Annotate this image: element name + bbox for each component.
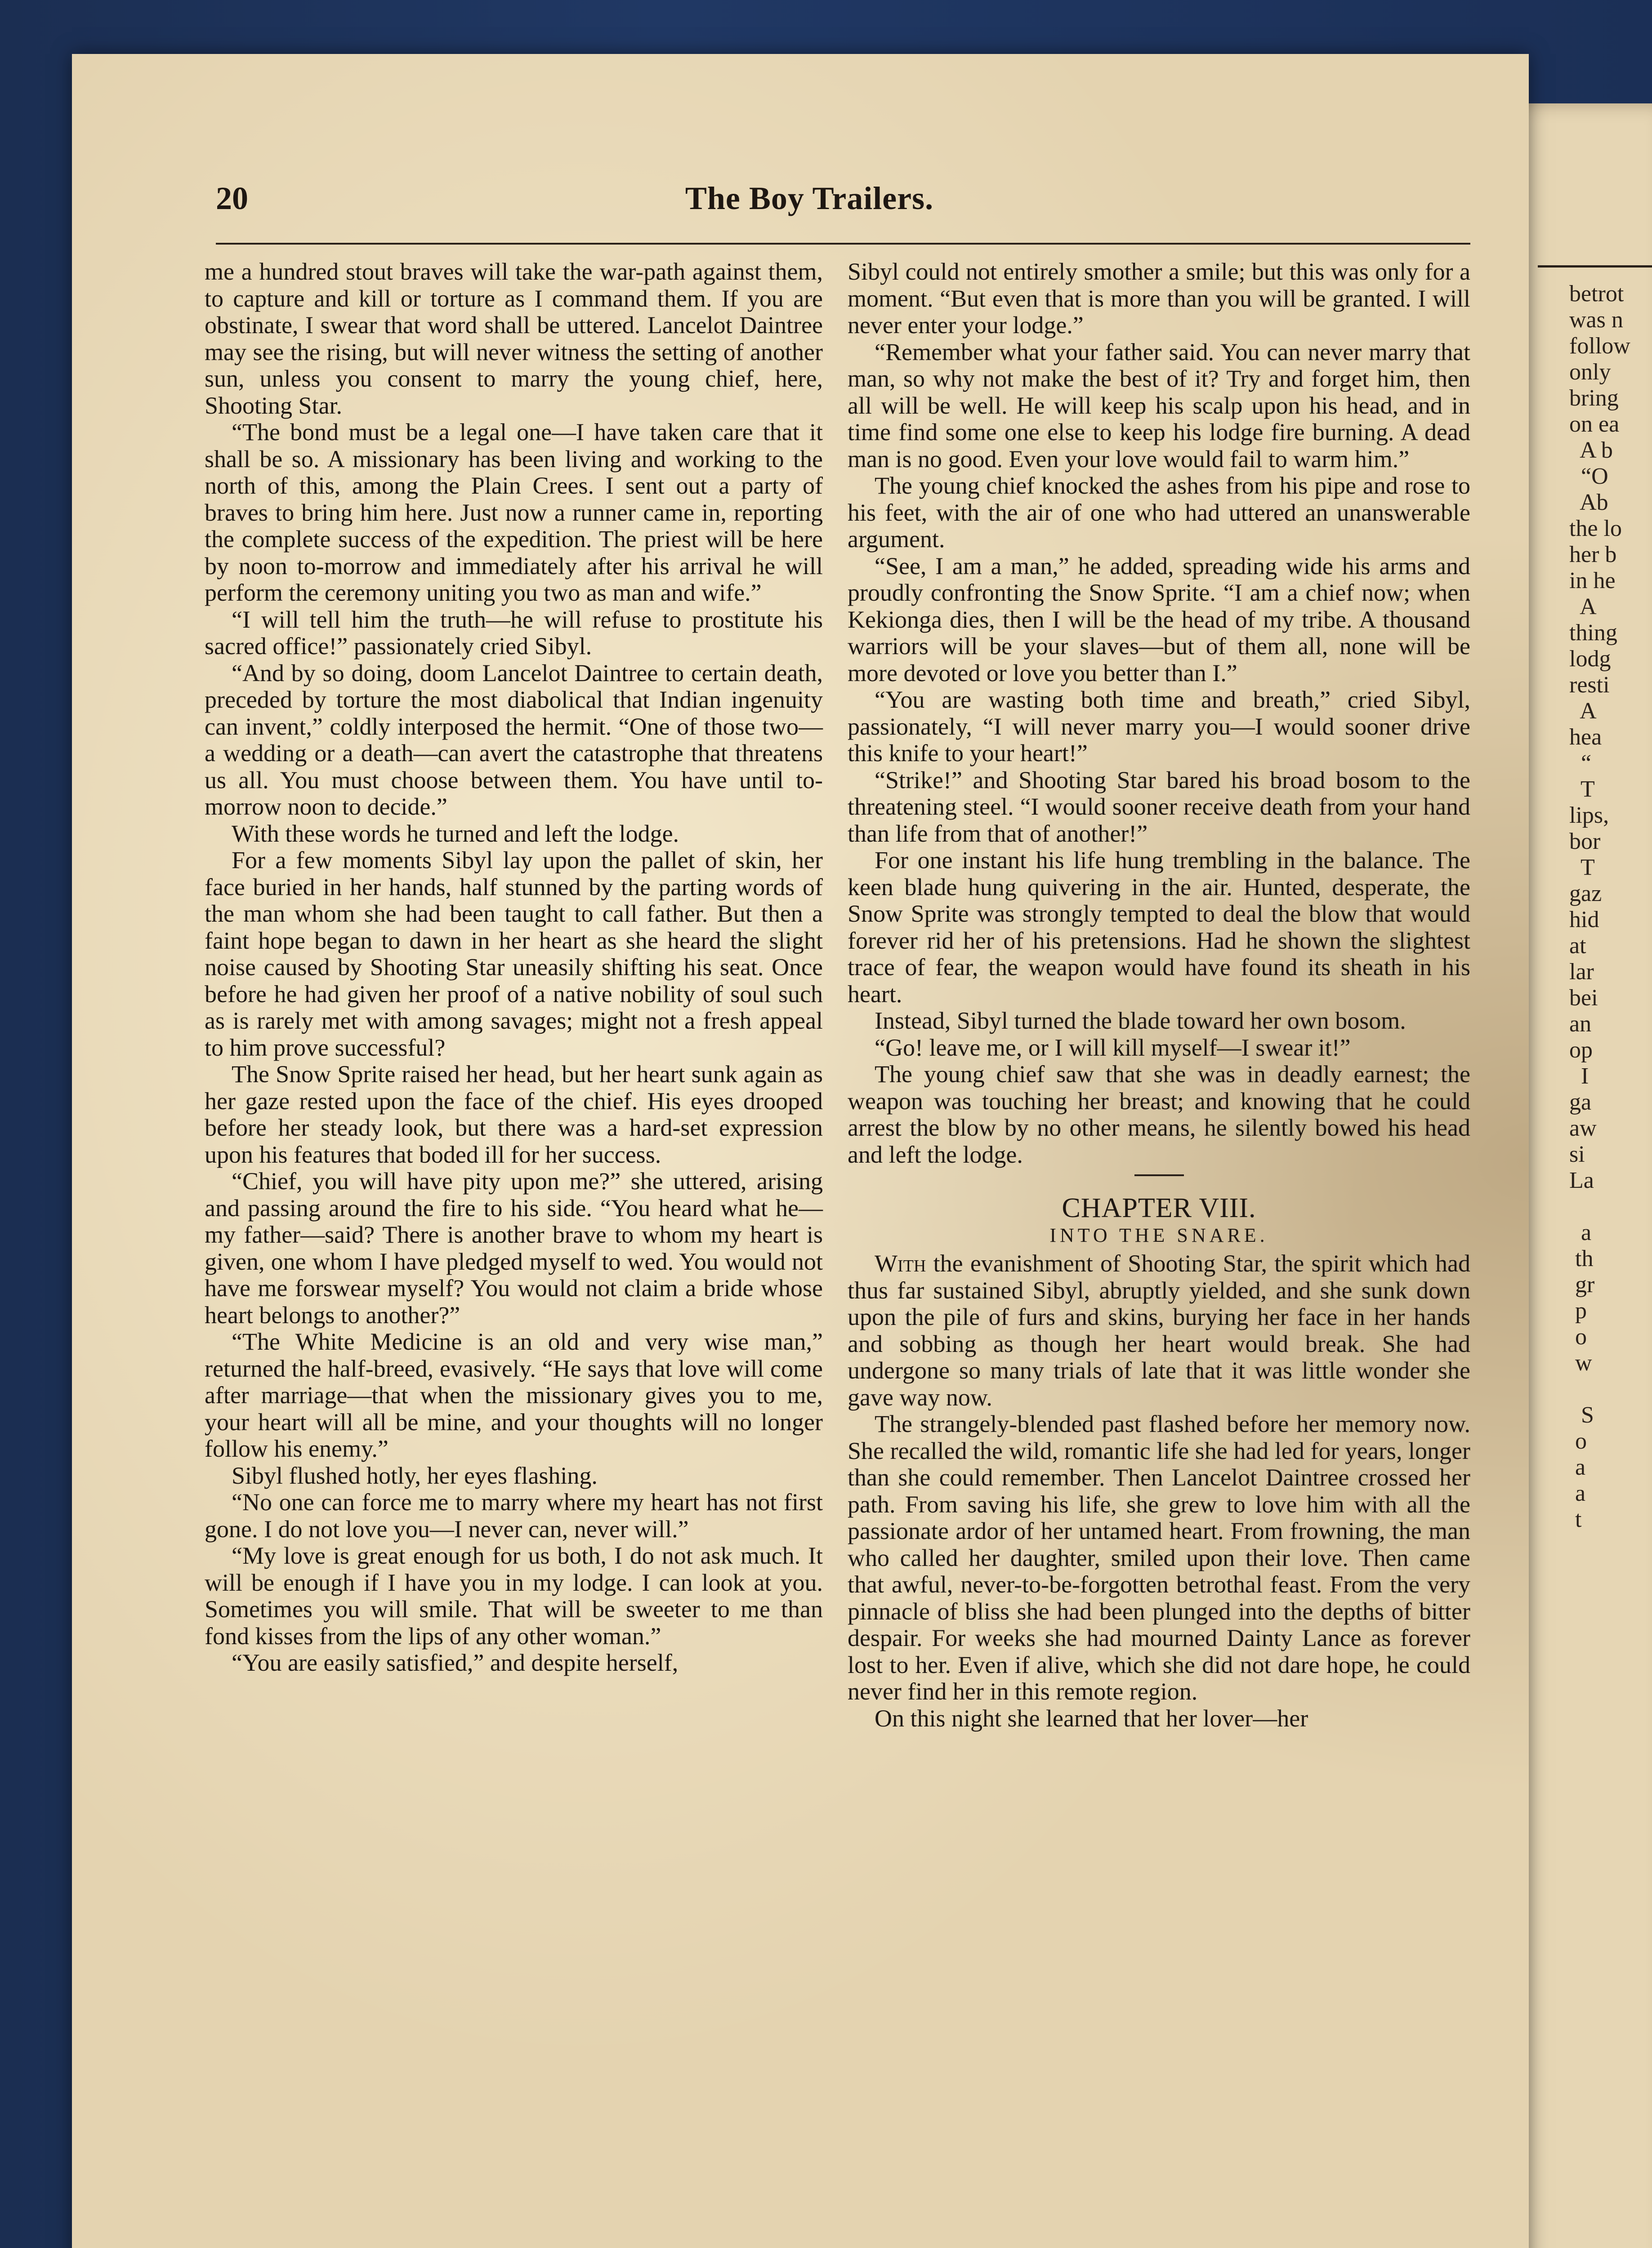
paragraph: “See, I am a man,” he added, spreading wide his arms and proudly confronting the Snow Sprite. “I am a chief now; when Kekionga dies, then I will be the head of my tribe. A thousand warriors will be your slaves—but of them all, none will be more devoted or love you better than I.” bbox=[848, 552, 1470, 687]
paragraph: “Chief, you will have pity upon me?” she uttered, arising and passing around the fire to his side. “You heard what he—my father—said? There is another brave to whom my heart is given, one whom I have pledged myself to wed. You would not have me forswear myself? You would not claim a bride whose heart belongs to another?” bbox=[205, 1168, 823, 1329]
left-column bbox=[205, 259, 823, 2138]
paragraph: “Strike!” and Shooting Star bared his broad bosom to the threatening steel. “I would sooner receive death from your hand than life from that of another!” bbox=[848, 766, 1470, 847]
facing-page-text: betrot was n follow only bring on ea A b “O Ab the lo her b in he A thing lodg resti A hea “ T lips, bor T gaz hid at lar bei an op I ga aw si La a th gr p o w S o a a t bbox=[1569, 281, 1630, 1532]
paragraph: The Snow Sprite raised her head, but her heart sunk again as her gaze rested upon the face of the chief. His eyes drooped before her steady look, but there was a hard-set expression upon his features that boded ill for her success. bbox=[205, 1061, 823, 1168]
header-rule bbox=[216, 243, 1470, 245]
chapter-opening-text: the evanishment of Shooting Star, the spirit which had thus far sustained Sibyl, abruptly yielded, and she sunk down upon the pile of furs and skins, burying her face in her hands and sobbing as though her heart would break. She had undergone so many trials of late that it was little wonder she gave way now. bbox=[848, 1250, 1470, 1411]
paragraph: For one instant his life hung trembling in the balance. The keen blade hung quivering in the air. Hunted, desperate, the Snow Sprite was strongly tempted to deal the blow that would forever rid her of his pretensions. Had he shown the slightest trace of fear, the weapon would have found its sheath in his heart. bbox=[848, 847, 1470, 1008]
chapter-divider bbox=[1134, 1174, 1184, 1176]
paragraph: With these words he turned and left the lodge. bbox=[232, 820, 679, 847]
paragraph: “You are easily satisfied,” and despite herself, bbox=[232, 1649, 679, 1676]
paragraph: “I will tell him the truth—he will refuse to prostitute his sacred office!” passionately cried Sibyl. bbox=[205, 606, 823, 660]
right-column bbox=[848, 259, 1470, 2138]
paragraph: On this night she learned that her lover—her bbox=[875, 1704, 1308, 1732]
chapter-first-word: With bbox=[875, 1250, 926, 1277]
paragraph: “Go! leave me, or I will kill myself—I swear it!” bbox=[875, 1034, 1351, 1061]
paragraph: “And by so doing, doom Lancelot Daintree to certain death, preceded by torture the most diabolical that Indian ingenuity can invent,” coldly interposed the hermit. “One of those two—a wedding or a death—can avert the catastrophe that threatens us all. You must choose between them. You have until to-morrow noon to decide.” bbox=[205, 659, 823, 820]
page-header bbox=[148, 180, 1470, 234]
facing-page-rule bbox=[1538, 265, 1652, 268]
paragraph: The young chief knocked the ashes from his pipe and rose to his feet, with the air of one who had uttered an unanswerable argument. bbox=[848, 472, 1470, 553]
paragraph: “The bond must be a legal one—I have taken care that it shall be so. A missionary has been living and working to the north of this, among the Plain Crees. I sent out a party of braves to bring him here. Just now a runner came in, reporting the complete success of the expedition. The priest will be here by noon to-morrow and immediately after his arrival he will perform the ceremony uniting you two as man and wife.” bbox=[205, 419, 823, 606]
paragraph: “No one can force me to marry where my heart has not first gone. I do not love you—I never can, never will.” bbox=[205, 1489, 823, 1543]
chapter-opening-paragraph bbox=[848, 1250, 1470, 1411]
paragraph: Sibyl could not entirely smother a smile; but this was only for a moment. “But even that is more than you will be granted. I will never enter your lodge.” bbox=[848, 258, 1470, 339]
chapter-heading: CHAPTER VIII. bbox=[1062, 1193, 1256, 1223]
paragraph: “My love is great enough for us both, I do not ask much. It will be enough if I have you in my lodge. I can look at you. Sometimes you will smile. That will be sweeter to me than fond kisses from the lips of any other woman.” bbox=[205, 1542, 823, 1650]
paragraph: Instead, Sibyl turned the blade toward her own bosom. bbox=[875, 1007, 1406, 1034]
paragraph: The strangely-blended past flashed before her memory now. She recalled the wild, romantic life she had led for years, longer than she could remember. Then Lancelot Daintree crossed her path. From saving his life, she grew to love him with all the passionate ardor of her untamed heart. From frowning, the man who called her daughter, smiled upon their love. Then came that awful, never-to-be-forgotten betrothal feast. From the very pinnacle of bliss she had been plunged into the depths of bitter despair. For weeks she had mourned Dainty Lance as forever lost to her. Even if alive, which she did not dare hope, he could never find her in this remote region. bbox=[848, 1410, 1470, 1705]
running-title: The Boy Trailers. bbox=[685, 180, 934, 216]
paragraph: me a hundred stout braves will take the war-path against them, to capture and kill or torture as I command them. If you are obstinate, I swear that word shall be uttered. Lancelot Daintree may see the rising, but will never witness the setting of another sun, unless you consent to marry the young chief, here, Shooting Star. bbox=[205, 258, 823, 419]
paragraph: “Remember what your father said. You can never marry that man, so why not make the best of it? Try and forget him, then all will be well. He will keep his scalp upon his head, and in time find some one else to keep his lodge fire burning. A dead man is no good. Even your love would fail to warm him.” bbox=[848, 338, 1470, 473]
paragraph: “The White Medicine is an old and very wise man,” returned the half-breed, evasively. “He says that love will come after marriage—that when the missionary gives you to me, your heart will all be mine, and your thoughts will no longer follow his enemy.” bbox=[205, 1328, 823, 1462]
chapter-subtitle: INTO THE SNARE. bbox=[1049, 1224, 1268, 1246]
paragraph: The young chief saw that she was in deadly earnest; the weapon was touching her breast; and knowing that he could arrest the blow by no other means, he silently bowed his head and left the lodge. bbox=[848, 1061, 1470, 1168]
paragraph: “You are wasting both time and breath,” cried Sibyl, passionately, “I will never marry you—I would sooner drive this knife to your heart!” bbox=[848, 686, 1470, 767]
page-number: 20 bbox=[216, 180, 248, 216]
paragraph: For a few moments Sibyl lay upon the pallet of skin, her face buried in her hands, half stunned by the parting words of the man whom she had been taught to call father. But then a faint hope began to dawn in her heart as she heard the slight noise caused by Shooting Star uneasily shifting his seat. Once before he had given her proof of a native nobility of soul such as is rarely met with among savages; might not a fresh appeal to him prove successful? bbox=[205, 847, 823, 1061]
paragraph: Sibyl flushed hotly, her eyes flashing. bbox=[232, 1462, 598, 1489]
